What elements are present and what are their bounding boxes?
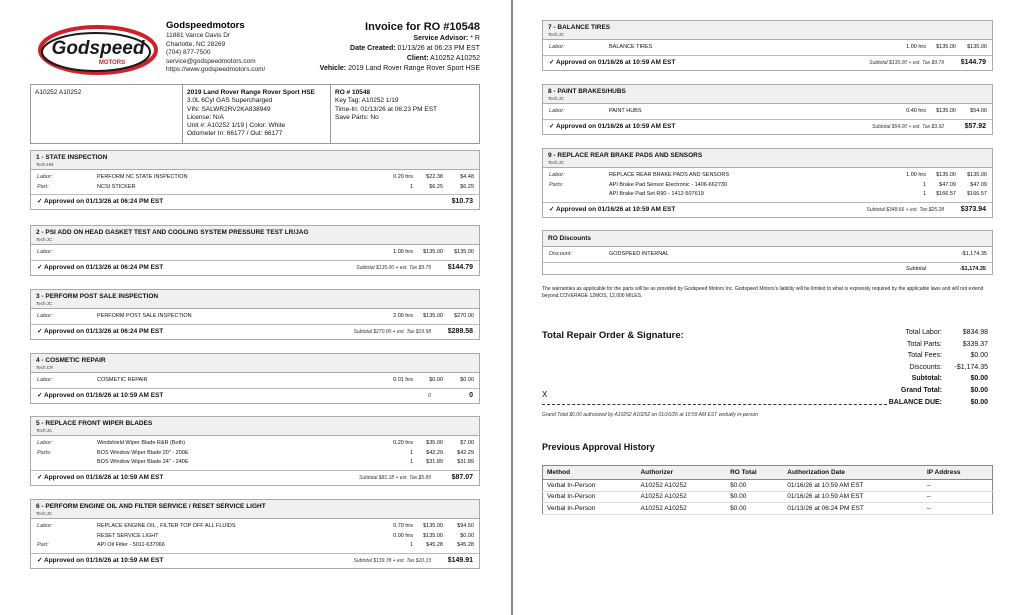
line-type: Labor: [37, 313, 53, 319]
job-line-item [543, 43, 992, 53]
totals-row [858, 350, 988, 362]
line-amount: $42.29 [457, 449, 474, 456]
line-amount: $54.00 [970, 108, 987, 114]
line-amount: $135.00 [967, 44, 987, 50]
invoice-title: Invoice for RO #10548 [365, 21, 480, 33]
line-quantity: 0.70 hrs [393, 523, 413, 529]
line-rate: $135.00 [423, 532, 443, 539]
job-total: $289.58 [447, 327, 473, 335]
line-type: Part: [37, 542, 49, 548]
job-total: $373.94 [960, 205, 986, 213]
job-line-item [31, 541, 479, 551]
job-header [31, 500, 479, 519]
invoice-header [320, 20, 480, 74]
line-description: PERFORM POST SALE INSPECTION [97, 313, 192, 319]
job-line-item [543, 190, 992, 200]
line-description: BALANCE TIRES [609, 44, 653, 50]
line-rate: $135.00 [423, 313, 443, 319]
line-amount: $270.00 [454, 313, 474, 319]
job-subtotal: Subtotal $139.78 + est. Tax $10.13 [353, 557, 431, 564]
line-type: Parts: [37, 449, 52, 456]
date-created: Date Created: 01/13/26 at 06:23 PM EST [350, 45, 480, 52]
job-footer [31, 471, 479, 485]
line-description: Windshield Wiper Blade R&R (Both) [97, 440, 186, 446]
job-title: 9 - REPLACE REAR BRAKE PADS AND SENSORS [548, 152, 703, 159]
job-tech: Tech:JC [548, 160, 565, 165]
discounts-title: RO Discounts [548, 235, 591, 242]
job-line-item [31, 248, 479, 258]
warranty-text: The warranties as applicable for the parts will be as provided by Godspeed Motors Inc. Godspeed Motors's liability will be limited to what is expressly required by the applicable laws and will not extend beyond.COVERAGE 12MOS, 12,000 MILES. [542, 286, 984, 299]
company-email[interactable]: service@godspeedmotors.com [166, 57, 256, 65]
line-quantity: 0.01 hrs [393, 377, 413, 383]
company-website[interactable]: https://www.godspeedmotors.com/ [166, 66, 266, 73]
line-amount: $47.09 [970, 181, 987, 188]
company-address2: Charlotte, NC 28269 [166, 40, 226, 48]
customer-col [31, 85, 183, 143]
job-title: 6 - PERFORM ENGINE OIL AND FILTER SERVICE / RESET SERVICE LIGHT [36, 503, 266, 510]
totals-row [858, 385, 988, 397]
approval-status: ✓ Approved on 01/16/26 at 10:59 AM EST [549, 122, 676, 130]
totals-value: $0.00 [970, 352, 988, 360]
table-cell: Verbal In-Person [543, 491, 637, 503]
invoice-page-2 [513, 0, 1024, 615]
job-subtotal: Subtotal $81.18 + est. Tax $5.89 [359, 474, 431, 481]
line-type: Labor: [37, 377, 53, 383]
line-quantity: 1.00 hrs [906, 172, 926, 178]
approval-status: ✓ Approved on 01/16/26 at 10:59 AM EST [37, 473, 164, 481]
line-type: Labor: [549, 172, 565, 178]
job-lines [31, 170, 479, 195]
table-cell: $0.00 [726, 480, 783, 492]
totals-label: Total Fees: [907, 352, 942, 360]
line-description: BOS Window Wiper Blade 20" - 200E [97, 449, 189, 456]
logo-subtext: MOTORS [98, 60, 126, 66]
job-title: 1 - STATE INSPECTION [36, 154, 108, 161]
time-in: Time-In: 01/13/26 at 06:23 PM EST [335, 105, 438, 113]
job-header [543, 85, 992, 104]
job-subtotal: Subtotal $135.00 + est. Tax $9.79 [869, 59, 944, 66]
line-quantity: 1 [922, 181, 926, 188]
logo-wordmark: Godspeed [51, 38, 145, 59]
job-header [543, 149, 992, 168]
job-line-item [31, 449, 479, 459]
line-description: NCSI STICKER [97, 183, 136, 190]
line-rate: $0.00 [429, 377, 443, 383]
totals-row [858, 327, 988, 339]
line-amount: $135.00 [454, 249, 474, 255]
table-cell: – [923, 503, 993, 515]
line-description: COSMETIC REPAIR [97, 377, 148, 383]
job-title: 7 - BALANCE TIRES [548, 24, 611, 31]
totals-row [858, 339, 988, 351]
line-quantity: 1 [922, 191, 926, 197]
table-cell: Verbal In-Person [543, 503, 637, 515]
job-lines [31, 245, 479, 261]
job-tech: Tech:JC [36, 301, 53, 306]
line-rate: $45.28 [426, 542, 443, 548]
save-parts: Save Parts: No [335, 113, 379, 121]
line-amount: $166.57 [967, 191, 987, 197]
signature-x: X [542, 390, 548, 399]
line-quantity: 1.00 hrs [906, 44, 926, 50]
line-type: Labor: [549, 44, 565, 50]
job-subtotal: Subtotal $270.00 + est. Tax $19.58 [353, 328, 431, 335]
totals-title: Total Repair Order & Signature: [542, 330, 684, 341]
job-block [30, 289, 480, 340]
job-line-item [31, 532, 479, 542]
line-rate: $35.00 [426, 440, 443, 446]
job-header [31, 151, 479, 170]
job-line-item [31, 183, 479, 193]
job-subtotal: 0 [428, 392, 431, 399]
job-lines [543, 168, 992, 203]
company-name: Godspeedmotors [166, 20, 245, 31]
job-tech: Tech:JC [548, 96, 565, 101]
totals-label: Total Labor: [905, 329, 942, 336]
column-header: RO Total [726, 466, 783, 480]
table-row [543, 480, 993, 492]
client: Client: A10252 A10252 [406, 55, 480, 62]
line-rate: $42.29 [426, 449, 443, 456]
job-footer [31, 261, 479, 275]
totals-value: $0.00 [970, 375, 988, 383]
vehicle-engine: 3.0L 6Cyl GAS Supercharged [187, 97, 273, 105]
job-lines [31, 309, 479, 325]
line-rate: $135.00 [423, 523, 443, 529]
line-description: BOS Window Wiper Blade 24" - 240E [97, 459, 189, 465]
job-line-item [31, 173, 479, 183]
totals-label: Total Parts: [906, 340, 942, 348]
approval-history-table [542, 465, 993, 515]
ro-col [331, 85, 479, 143]
totals-value: $339.37 [962, 340, 988, 348]
invoice-page-1 [0, 0, 511, 615]
totals-label: Grand Total: [900, 386, 942, 394]
job-block [30, 225, 480, 276]
approval-status: ✓ Approved on 01/13/26 at 06:24 PM EST [37, 198, 164, 205]
table-cell: $0.00 [726, 503, 783, 515]
vehicle-name: 2019 Land Rover Range Rover Sport HSE [187, 89, 315, 96]
table-cell: 01/13/26 at 06:24 PM EST [783, 503, 923, 515]
line-amount: $0.00 [460, 377, 474, 383]
line-description: API Oil Filter - 5011-637066 [97, 542, 165, 548]
line-rate: $31.89 [426, 459, 443, 465]
table-row [543, 491, 993, 503]
discount-line: Discount: GODSPEED INTERNAL -$1,174.35 [549, 251, 987, 257]
job-title: 4 - COSMETIC REPAIR [36, 357, 106, 364]
job-tech: Tech:CR [36, 365, 54, 370]
job-title: 5 - REPLACE FRONT WIPER BLADES [36, 420, 153, 427]
job-total: $144.79 [960, 58, 986, 66]
line-amount: $135.00 [967, 172, 987, 178]
column-header: Method [543, 466, 637, 480]
line-amount: $45.28 [457, 542, 474, 548]
job-footer [31, 554, 479, 568]
column-header: Authorization Date [783, 466, 923, 480]
job-total: $149.91 [447, 556, 473, 564]
job-header [31, 226, 479, 245]
line-type: Labor: [37, 174, 53, 180]
line-quantity: 0.20 hrs [393, 174, 413, 180]
line-quantity: 1 [409, 183, 413, 190]
totals-label: Subtotal: [911, 375, 942, 383]
line-description: REPLACE REAR BRAKE PADS AND SENSORS [609, 172, 730, 178]
job-line-item [543, 171, 992, 181]
line-type: Labor: [549, 108, 565, 114]
vehicle-col [183, 85, 331, 143]
table-cell: Verbal In-Person [543, 480, 637, 492]
vehicle-unit: Unit #: A10252 1/19 | Color: White [187, 122, 286, 130]
job-lines [31, 373, 479, 389]
approval-status: ✓ Approved on 01/16/26 at 10:59 AM EST [37, 556, 164, 564]
job-block [542, 148, 993, 218]
job-footer [31, 325, 479, 339]
line-rate: $22.38 [426, 174, 443, 180]
line-type: Labor: [37, 440, 53, 446]
job-line-item [31, 376, 479, 386]
column-header: IP Address [923, 466, 993, 480]
line-quantity: 1 [409, 459, 413, 465]
job-line-item [31, 439, 479, 449]
line-quantity: 2.00 hrs [393, 313, 413, 319]
job-tech: Tech:JC [36, 428, 53, 433]
totals-summary [858, 327, 988, 408]
vehicle-vin: VIN: SALWR2RV2KA838949 [187, 105, 271, 113]
job-total: $57.92 [964, 122, 986, 130]
customer-name: A10252 A10252 [35, 89, 82, 96]
approval-status: ✓ Approved on 01/16/26 at 10:59 AM EST [549, 58, 676, 66]
discount-subtotal: Subtotal -$1,174.35 [543, 262, 992, 274]
line-type: Labor: [37, 523, 53, 529]
job-lines [543, 40, 992, 56]
job-subtotal: Subtotal $348.66 + est. Tax $25.28 [866, 206, 944, 213]
job-header [31, 354, 479, 373]
table-cell: 01/16/26 at 10:59 AM EST [783, 480, 923, 492]
totals-value: $834.98 [962, 329, 988, 336]
job-total: $87.07 [451, 473, 473, 481]
vehicle: Vehicle: 2019 Land Rover Range Rover Sport HSE [319, 65, 480, 72]
job-line-item [543, 181, 992, 191]
line-rate: $6.25 [429, 183, 443, 190]
line-quantity: 0.40 hrs [906, 108, 926, 114]
table-cell: A10252 A10252 [636, 491, 726, 503]
approval-status: ✓ Approved on 01/13/26 at 06:24 PM EST [37, 263, 164, 271]
job-total: $10.73 [451, 198, 473, 205]
line-quantity: 1 [409, 542, 413, 548]
job-header [31, 290, 479, 309]
approval-status: ✓ Approved on 01/16/26 at 10:59 AM EST [37, 391, 164, 399]
line-rate: $166.57 [936, 191, 956, 197]
line-amount: $0.00 [460, 532, 474, 539]
job-lines [31, 519, 479, 554]
totals-value: $0.00 [970, 398, 988, 406]
column-header: Authorizer [636, 466, 726, 480]
ro-discounts [542, 230, 993, 275]
job-tech: Tech:JC [548, 32, 565, 37]
job-subtotal: Subtotal $54.00 + est. Tax $3.92 [872, 123, 944, 130]
job-tech: Tech:HN [36, 162, 54, 167]
job-block [542, 84, 993, 135]
company-phone: (704) 877-7500 [166, 49, 211, 56]
totals-label: Discounts: [909, 363, 942, 371]
line-description: API Brake Pad Sensor Electronic - 1406-662730 [609, 181, 728, 188]
vehicle-odometer: Odometer In: 66177 / Out: 66177 [187, 130, 283, 138]
table-cell: – [923, 491, 993, 503]
job-title: 3 - PERFORM POST SALE INSPECTION [36, 293, 159, 300]
approval-status: ✓ Approved on 01/13/26 at 06:24 PM EST [37, 327, 164, 335]
job-line-item [543, 107, 992, 117]
totals-value: -$1,174.35 [954, 363, 988, 371]
job-header [31, 417, 479, 436]
job-footer [543, 120, 992, 134]
line-quantity: 0.20 hrs [393, 440, 413, 446]
job-total: 0 [469, 391, 473, 399]
job-total: $144.79 [447, 263, 473, 271]
job-block [30, 150, 480, 210]
job-footer [31, 195, 479, 209]
job-subtotal: Subtotal $135.00 + est. Tax $9.79 [356, 264, 431, 271]
job-line-item [31, 522, 479, 532]
job-block [542, 20, 993, 71]
godspeed-logo [38, 24, 158, 76]
totals-label: BALANCE DUE: [888, 398, 942, 406]
line-description: REPLACE ENGINE OIL , FILTER TOP OFF ALL FLUIDS [97, 523, 236, 529]
line-rate: $135.00 [936, 44, 956, 50]
job-block [30, 353, 480, 404]
line-amount: $4.48 [460, 174, 474, 180]
line-amount: $94.50 [457, 523, 474, 529]
signature-note: Grand Total $0.00 authorized by A10252 A10252 on 01/16/26 at 10:59 AM EST verbally in-person [542, 412, 759, 418]
service-advisor: Service Advisor: * R [413, 35, 480, 42]
line-type: Part: [37, 183, 49, 190]
vehicle-license: License: N/A [187, 113, 224, 121]
table-cell: A10252 A10252 [636, 480, 726, 492]
totals-row [858, 362, 988, 374]
line-description: RESET SERVICE LIGHT [97, 532, 159, 539]
line-description: PAINT HUBS [609, 108, 642, 114]
line-amount: $7.00 [460, 440, 474, 446]
key-tag: Key Tag: A10252 1/19 [335, 97, 399, 105]
line-rate: $135.00 [936, 108, 956, 114]
totals-row [858, 397, 988, 409]
approval-status: ✓ Approved on 01/16/26 at 10:59 AM EST [549, 205, 676, 213]
line-quantity: 1 [409, 449, 413, 456]
totals-value: $0.00 [970, 386, 988, 394]
line-type: Labor: [37, 249, 53, 255]
table-row [543, 503, 993, 515]
line-quantity: 0.00 hrs [393, 532, 413, 539]
line-amount: $6.25 [460, 183, 474, 190]
job-lines [31, 436, 479, 471]
company-address1: 11881 Vance Davis Dr [166, 32, 231, 39]
approval-history-header [543, 466, 993, 480]
table-cell: $0.00 [726, 491, 783, 503]
job-footer [31, 389, 479, 403]
job-tech: Tech:JC [36, 237, 53, 242]
signature-line[interactable] [542, 404, 887, 405]
job-tech: Tech:JC [36, 511, 53, 516]
table-cell: 01/16/26 at 10:59 AM EST [783, 491, 923, 503]
line-quantity: 1.00 hrs [393, 249, 413, 255]
line-description: PERFORM NC STATE INSPECTION [97, 174, 188, 180]
totals-row [858, 373, 988, 385]
line-description: API Brake Pad Set R90 - 1412-507619 [609, 191, 704, 197]
table-cell: – [923, 480, 993, 492]
line-rate: $47.09 [939, 181, 956, 188]
job-line-item [31, 312, 479, 322]
job-title: 2 - PSI ADD ON HEAD GASKET TEST AND COOLING SYSTEM PRESSURE TEST LR/JAG [36, 229, 309, 236]
line-type: Parts: [549, 181, 564, 188]
job-lines [543, 104, 992, 120]
job-block [30, 499, 480, 569]
line-rate: $135.00 [936, 172, 956, 178]
job-header [543, 21, 992, 40]
job-block [30, 416, 480, 486]
job-footer [543, 203, 992, 217]
company-info [166, 20, 265, 75]
line-rate: $135.00 [423, 249, 443, 255]
job-footer [543, 56, 992, 70]
job-line-item [31, 458, 479, 468]
line-amount: $31.89 [457, 459, 474, 465]
approval-history-title: Previous Approval History [542, 442, 655, 452]
ro-number: RO # 10548 [335, 89, 371, 96]
vehicle-info-box [30, 84, 480, 144]
job-title: 8 - PAINT BRAKES/HUBS [548, 88, 626, 95]
table-cell: A10252 A10252 [636, 503, 726, 515]
